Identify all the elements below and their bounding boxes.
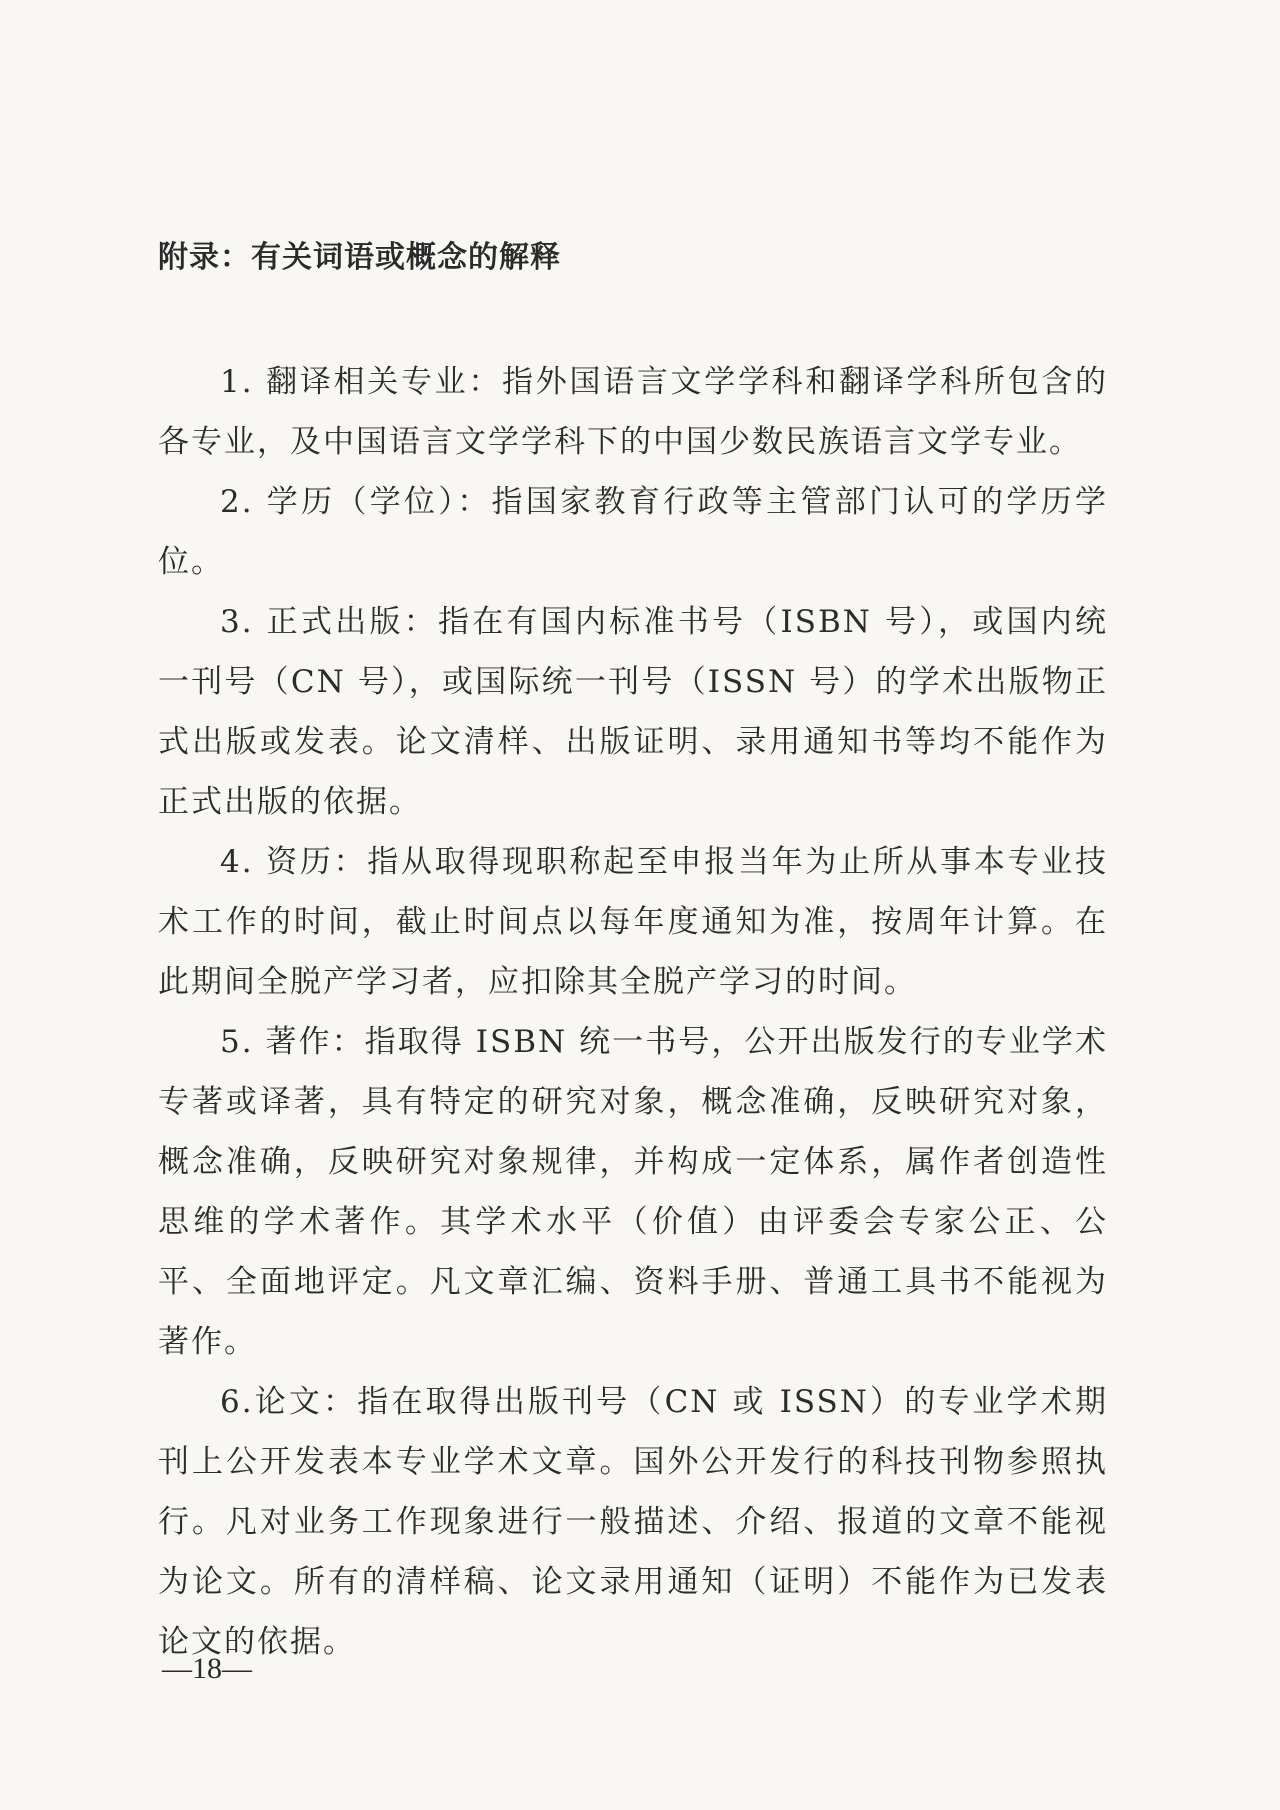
appendix-heading: 附录：有关词语或概念的解释 (158, 240, 561, 275)
definition-education-degree: 2. 学历（学位）：指国家教育行政等主管部门认可的学历学位。 (158, 484, 1108, 580)
definition-monograph: 5. 著作：指取得 ISBN 统一书号，公开出版发行的专业学术专著或译著，具有特定的研究对象，概念准确，反映研究对象，概念准确，反映研究对象规律，并构成一定体系，属作者创造性思维的学术著作。其学术水平（价值）由评委会专家公正、公平、全面地评定。凡文章汇编、资料手册、普通工具书不能视为著作。 (158, 1024, 1108, 1360)
definition-paper: 6.论文：指在取得出版刊号（CN 或 ISSN）的专业学术期刊上公开发表本专业学术文章。国外公开发行的科技刊物参照执行。凡对业务工作现象进行一般描述、介绍、报道的文章不能视为论文。所有的清样稿、论文录用通知（证明）不能作为已发表论文的依据。 (158, 1384, 1108, 1660)
definitions-body (158, 352, 1108, 1672)
page-number: —18— (162, 1652, 252, 1685)
definition-qualification-period: 4. 资历：指从取得现职称起至申报当年为止所从事本专业技术工作的时间，截止时间点以每年度通知为准，按周年计算。在此期间全脱产学习者，应扣除其全脱产学习的时间。 (158, 844, 1108, 1000)
definition-translation-major: 1. 翻译相关专业：指外国语言文学学科和翻译学科所包含的各专业，及中国语言文学学科下的中国少数民族语言文学专业。 (158, 364, 1108, 460)
definition-formal-publication: 3. 正式出版：指在有国内标准书号（ISBN 号），或国内统一刊号（CN 号），或国际统一刊号（ISSN 号）的学术出版物正式出版或发表。论文清样、出版证明、录用通知书等均不能作为正式出版的依据。 (158, 604, 1108, 820)
